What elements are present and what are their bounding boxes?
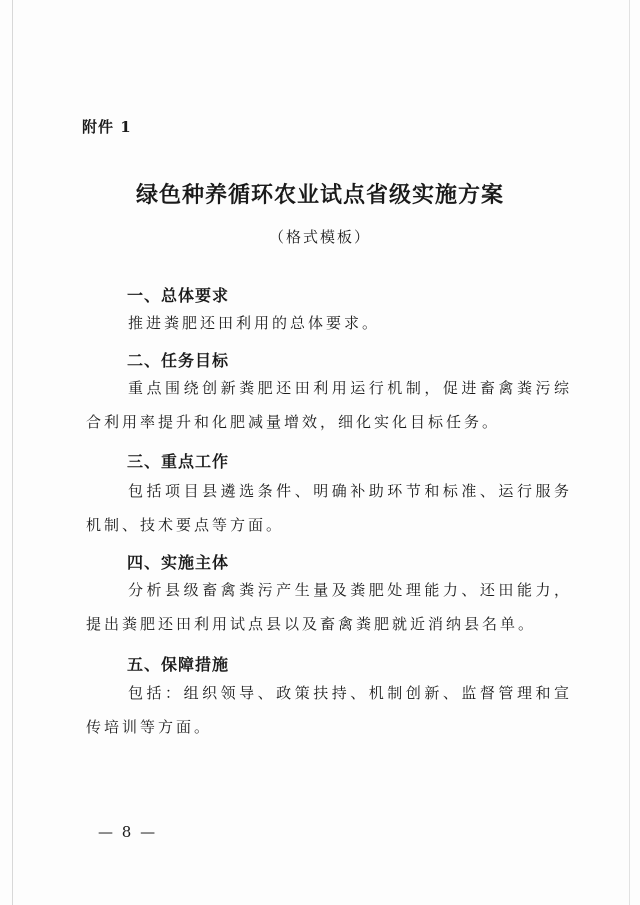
section-body: 包括：组织领导、政策扶持、机制创新、监督管理和宣传培训等方面。 xyxy=(86,684,572,736)
section-body: 分析县级畜禽粪污产生量及粪肥处理能力、还田能力，提出粪肥还田利用试点县以及畜禽粪肥就近消纳县名单。 xyxy=(86,581,572,633)
document-subtitle: （格式模板） xyxy=(268,228,371,246)
section-heading: 二、任务目标 xyxy=(127,351,230,370)
section-heading: 四、实施主体 xyxy=(127,553,230,572)
attachment-label: 附件 1 xyxy=(82,118,132,136)
section-body: 包括项目县遴选条件、明确补助环节和标准、运行服务机制、技术要点等方面。 xyxy=(86,482,572,534)
section-body: 推进粪肥还田利用的总体要求。 xyxy=(128,314,381,332)
document-title: 绿色种养循环农业试点省级实施方案 xyxy=(135,182,504,208)
section-heading: 一、总体要求 xyxy=(127,286,230,305)
page-number: — 8 — xyxy=(98,823,158,841)
section-body: 重点围绕创新粪肥还田利用运行机制，促进畜禽粪污综合利用率提升和化肥减量增效，细化实化目标任务。 xyxy=(86,379,572,431)
scan-edge-left xyxy=(12,0,13,905)
section-heading: 五、保障措施 xyxy=(127,655,230,674)
scan-edge-right xyxy=(629,0,630,905)
section-heading: 三、重点工作 xyxy=(127,452,230,471)
